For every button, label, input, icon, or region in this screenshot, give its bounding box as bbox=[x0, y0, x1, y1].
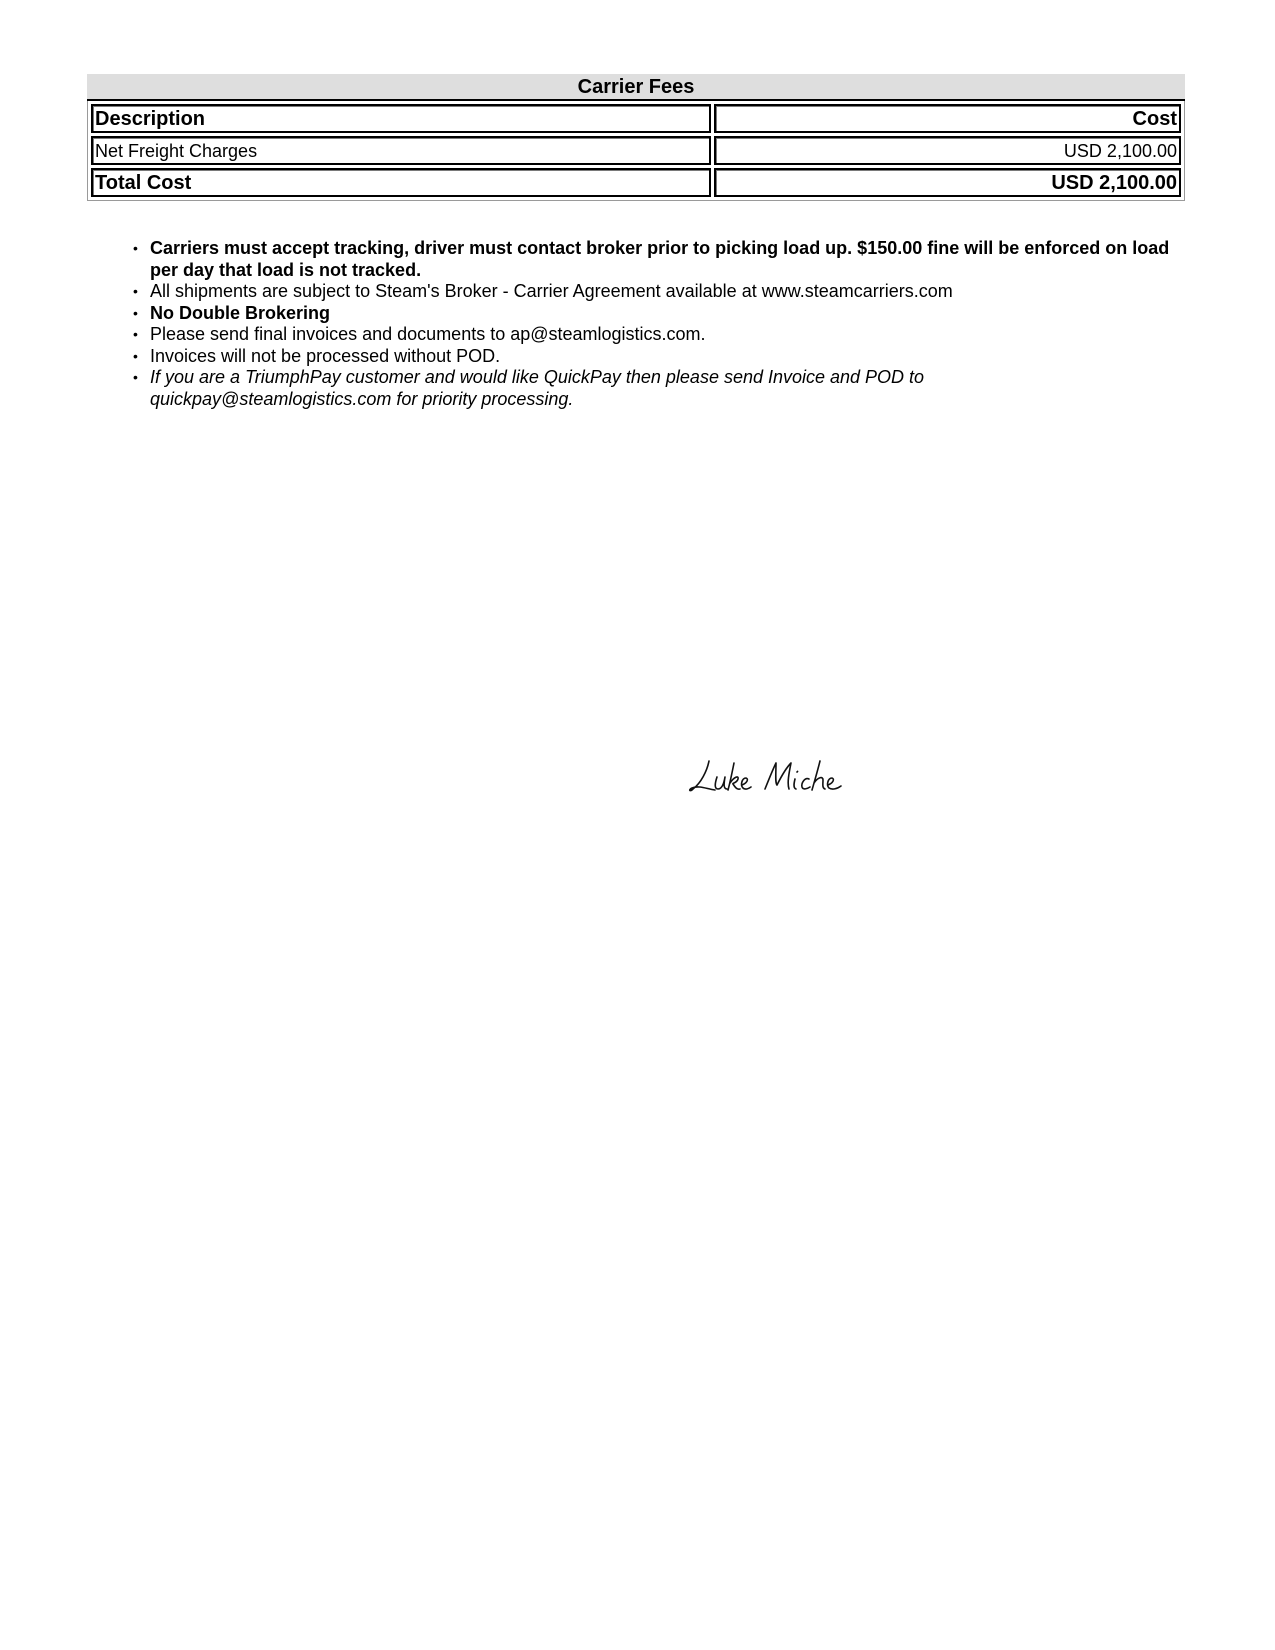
note-text: Please send final invoices and documents to ap@steamlogistics.com. bbox=[150, 324, 706, 344]
total-cost: USD 2,100.00 bbox=[714, 168, 1181, 197]
carrier-fees-title: Carrier Fees bbox=[87, 74, 1185, 101]
bullet-icon: • bbox=[133, 347, 138, 364]
list-item bbox=[130, 324, 1180, 346]
bullet-icon: • bbox=[133, 240, 138, 256]
list-item bbox=[130, 346, 1180, 368]
note-text: If you are a TriumphPay customer and would like QuickPay then please send Invoice and POD to quickpay@steamlogistics.com for priority processing. bbox=[150, 367, 925, 409]
cost-column-header: Cost bbox=[714, 104, 1181, 133]
list-item bbox=[130, 281, 1180, 303]
fee-cost: USD 2,100.00 bbox=[714, 136, 1181, 165]
bullet-icon: • bbox=[133, 326, 138, 342]
note-text: Carriers must accept tracking, driver must contact broker prior to picking load up. $150.00 fine will be enforced on load per day that load is not tracked. bbox=[150, 238, 1170, 280]
carrier-notes-list bbox=[130, 238, 1180, 410]
note-text: All shipments are subject to Steam's Broker - Carrier Agreement available at www.steamcarriers.com bbox=[150, 281, 953, 301]
total-label: Total Cost bbox=[91, 168, 711, 197]
description-column-header: Description bbox=[91, 104, 711, 133]
table-row bbox=[91, 136, 1181, 165]
note-text: Invoices will not be processed without POD. bbox=[150, 345, 501, 366]
carrier-fees-section bbox=[87, 74, 1185, 201]
bullet-icon: • bbox=[133, 369, 138, 385]
total-row bbox=[91, 168, 1181, 197]
signature-image bbox=[687, 755, 877, 797]
note-text: No Double Brokering bbox=[150, 302, 331, 323]
carrier-fees-table bbox=[87, 101, 1185, 201]
bullet-icon: • bbox=[133, 283, 138, 299]
list-item bbox=[130, 238, 1180, 281]
table-header-row bbox=[91, 104, 1181, 133]
bullet-icon: • bbox=[133, 304, 138, 321]
list-item bbox=[130, 303, 1180, 325]
list-item bbox=[130, 367, 1180, 410]
fee-description: Net Freight Charges bbox=[91, 136, 711, 165]
